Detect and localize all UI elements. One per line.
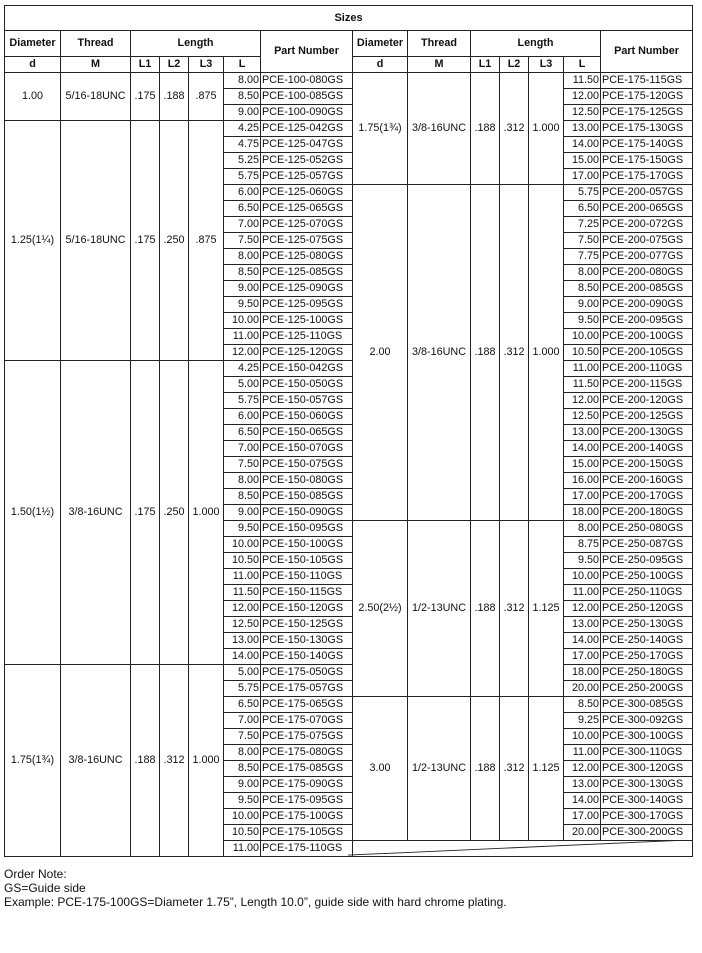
length-cell: 7.50 [224,233,261,249]
l3-cell: 1.125 [529,697,564,841]
length-cell: 7.00 [224,217,261,233]
part-number-cell: PCE-175-085GS [261,761,353,777]
part-number-cell: PCE-125-047GS [261,137,353,153]
length-cell: 5.75 [564,185,601,201]
length-cell: 11.00 [224,841,261,857]
length-cell: 4.25 [224,361,261,377]
l1-cell: .188 [471,697,500,841]
table-row [5,665,693,681]
length-cell: 17.00 [564,649,601,665]
part-number-cell: PCE-200-075GS [601,233,693,249]
part-number-cell: PCE-150-125GS [261,617,353,633]
length-cell: 9.50 [224,793,261,809]
length-cell: 10.00 [224,809,261,825]
part-number-cell: PCE-125-090GS [261,281,353,297]
thread-cell: 5/16-18UNC [61,121,131,361]
sizes-table [4,5,693,857]
length-cell: 14.00 [564,633,601,649]
length-cell: 4.25 [224,121,261,137]
length-cell: 9.00 [224,281,261,297]
empty-cell [353,841,693,857]
length-cell: 8.00 [224,745,261,761]
length-cell: 10.00 [224,313,261,329]
part-number-cell: PCE-175-115GS [601,73,693,89]
diameter-cell: 2.50(2½) [353,521,408,697]
length-cell: 8.75 [564,537,601,553]
length-cell: 8.50 [564,697,601,713]
length-cell: 9.50 [564,313,601,329]
l3-cell: 1.000 [529,185,564,521]
part-number-cell: PCE-175-070GS [261,713,353,729]
part-number-cell: PCE-200-065GS [601,201,693,217]
table-title: Sizes [5,6,693,31]
part-number-cell: PCE-200-080GS [601,265,693,281]
part-number-cell: PCE-150-085GS [261,489,353,505]
part-number-cell: PCE-125-060GS [261,185,353,201]
length-cell: 9.50 [564,553,601,569]
part-number-cell: PCE-125-070GS [261,217,353,233]
length-cell: 17.00 [564,169,601,185]
length-cell: 11.00 [564,745,601,761]
part-number-cell: PCE-250-130GS [601,617,693,633]
part-number-cell: PCE-200-180GS [601,505,693,521]
length-cell: 15.00 [564,153,601,169]
diameter-cell: 1.75(1¾) [353,73,408,185]
l1-cell: .188 [471,73,500,185]
length-cell: 7.00 [224,713,261,729]
part-number-cell: PCE-150-140GS [261,649,353,665]
table-row [5,73,693,89]
part-number-cell: PCE-300-120GS [601,761,693,777]
length-cell: 9.00 [224,777,261,793]
length-cell: 5.75 [224,169,261,185]
length-cell: 8.50 [564,281,601,297]
part-number-cell: PCE-200-095GS [601,313,693,329]
subheader-d: d [5,57,61,73]
part-number-cell: PCE-125-095GS [261,297,353,313]
length-cell: 20.00 [564,825,601,841]
length-cell: 8.50 [224,265,261,281]
l1-cell: .175 [131,121,160,361]
header-thread: Thread [408,31,471,57]
length-cell: 6.50 [224,425,261,441]
length-cell: 17.00 [564,489,601,505]
length-cell: 10.00 [224,537,261,553]
length-cell: 14.00 [564,137,601,153]
l2-cell: .312 [500,185,529,521]
length-cell: 7.50 [564,233,601,249]
length-cell: 9.00 [224,105,261,121]
l1-cell: .175 [131,361,160,665]
subheader-m: M [408,57,471,73]
part-number-cell: PCE-150-120GS [261,601,353,617]
header-length: Length [131,31,261,57]
length-cell: 13.00 [564,425,601,441]
part-number-cell: PCE-250-095GS [601,553,693,569]
part-number-cell: PCE-125-120GS [261,345,353,361]
thread-cell: 5/16-18UNC [61,73,131,121]
length-cell: 11.50 [224,585,261,601]
part-number-cell: PCE-250-200GS [601,681,693,697]
l3-cell: .875 [189,121,224,361]
thread-cell: 3/8-16UNC [61,361,131,665]
l3-cell: .875 [189,73,224,121]
part-number-cell: PCE-150-057GS [261,393,353,409]
length-cell: 12.00 [564,761,601,777]
part-number-cell: PCE-150-080GS [261,473,353,489]
sizes-table-body [5,73,693,857]
length-cell: 6.50 [224,201,261,217]
length-cell: 8.50 [224,89,261,105]
part-number-cell: PCE-200-085GS [601,281,693,297]
part-number-cell: PCE-150-070GS [261,441,353,457]
part-number-cell: PCE-175-125GS [601,105,693,121]
part-number-cell: PCE-200-170GS [601,489,693,505]
length-cell: 11.00 [564,585,601,601]
part-number-cell: PCE-250-080GS [601,521,693,537]
part-number-cell: PCE-300-100GS [601,729,693,745]
length-cell: 18.00 [564,505,601,521]
l2-cell: .312 [160,665,189,857]
length-cell: 7.75 [564,249,601,265]
l2-cell: .250 [160,361,189,665]
part-number-cell: PCE-200-105GS [601,345,693,361]
length-cell: 11.00 [224,329,261,345]
part-number-cell: PCE-175-110GS [261,841,353,857]
length-cell: 8.00 [564,521,601,537]
header-diameter: Diameter [5,31,61,57]
length-cell: 9.00 [564,297,601,313]
part-number-cell: PCE-300-170GS [601,809,693,825]
subheader-l2: L2 [160,57,189,73]
part-number-cell: PCE-200-115GS [601,377,693,393]
sizes-table-container [4,5,692,857]
part-number-cell: PCE-100-090GS [261,105,353,121]
header-diameter: Diameter [353,31,408,57]
length-cell: 12.50 [224,617,261,633]
part-number-cell: PCE-175-075GS [261,729,353,745]
part-number-cell: PCE-150-065GS [261,425,353,441]
l2-cell: .312 [500,697,529,841]
part-number-cell: PCE-175-090GS [261,777,353,793]
part-number-cell: PCE-200-072GS [601,217,693,233]
part-number-cell: PCE-150-100GS [261,537,353,553]
thread-cell: 3/8-16UNC [61,665,131,857]
length-cell: 9.50 [224,521,261,537]
part-number-cell: PCE-250-180GS [601,665,693,681]
part-number-cell: PCE-250-110GS [601,585,693,601]
thread-cell: 3/8-16UNC [408,73,471,185]
length-cell: 16.00 [564,473,601,489]
length-cell: 11.00 [224,569,261,585]
part-number-cell: PCE-300-110GS [601,745,693,761]
length-cell: 8.00 [224,473,261,489]
part-number-cell: PCE-250-140GS [601,633,693,649]
length-cell: 6.50 [224,697,261,713]
part-number-cell: PCE-175-130GS [601,121,693,137]
length-cell: 14.00 [564,441,601,457]
length-cell: 15.00 [564,457,601,473]
length-cell: 8.50 [224,489,261,505]
length-cell: 8.00 [224,249,261,265]
length-cell: 9.00 [224,505,261,521]
subheader-m: M [61,57,131,73]
part-number-cell: PCE-250-170GS [601,649,693,665]
length-cell: 13.00 [224,633,261,649]
length-cell: 12.50 [564,105,601,121]
length-cell: 5.00 [224,665,261,681]
diameter-cell: 2.00 [353,185,408,521]
length-cell: 12.00 [224,601,261,617]
length-cell: 12.50 [564,409,601,425]
length-cell: 10.50 [224,553,261,569]
diameter-cell: 3.00 [353,697,408,841]
part-number-cell: PCE-175-050GS [261,665,353,681]
length-cell: 13.00 [564,617,601,633]
diameter-cell: 1.25(1¼) [5,121,61,361]
length-cell: 6.00 [224,409,261,425]
part-number-cell: PCE-175-105GS [261,825,353,841]
part-number-cell: PCE-175-120GS [601,89,693,105]
l3-cell: 1.000 [529,73,564,185]
part-number-cell: PCE-200-140GS [601,441,693,457]
part-number-cell: PCE-250-087GS [601,537,693,553]
l2-cell: .250 [160,121,189,361]
part-number-cell: PCE-125-065GS [261,201,353,217]
thread-cell: 1/2-13UNC [408,697,471,841]
part-number-cell: PCE-175-140GS [601,137,693,153]
part-number-cell: PCE-125-042GS [261,121,353,137]
l1-cell: .188 [471,521,500,697]
length-cell: 5.75 [224,681,261,697]
part-number-cell: PCE-200-130GS [601,425,693,441]
part-number-cell: PCE-300-200GS [601,825,693,841]
length-cell: 12.00 [564,89,601,105]
part-number-cell: PCE-125-075GS [261,233,353,249]
table-row [5,121,693,137]
part-number-cell: PCE-125-110GS [261,329,353,345]
l1-cell: .188 [131,665,160,857]
part-number-cell: PCE-250-120GS [601,601,693,617]
part-number-cell: PCE-125-100GS [261,313,353,329]
part-number-cell: PCE-150-130GS [261,633,353,649]
length-cell: 10.00 [564,329,601,345]
order-note-gs: GS=Guide side [4,881,86,895]
part-number-cell: PCE-175-100GS [261,809,353,825]
part-number-cell: PCE-150-095GS [261,521,353,537]
header-thread: Thread [61,31,131,57]
thread-cell: 3/8-16UNC [408,185,471,521]
length-cell: 20.00 [564,681,601,697]
length-cell: 11.50 [564,73,601,89]
length-cell: 5.00 [224,377,261,393]
subheader-d: d [353,57,408,73]
length-cell: 7.25 [564,217,601,233]
l2-cell: .188 [160,73,189,121]
length-cell: 6.00 [224,185,261,201]
diameter-cell: 1.75(1¾) [5,665,61,857]
part-number-cell: PCE-300-130GS [601,777,693,793]
part-number-cell: PCE-200-077GS [601,249,693,265]
part-number-cell: PCE-175-170GS [601,169,693,185]
length-cell: 4.75 [224,137,261,153]
part-number-cell: PCE-125-085GS [261,265,353,281]
length-cell: 6.50 [564,201,601,217]
order-notes [4,867,507,909]
length-cell: 7.50 [224,457,261,473]
part-number-cell: PCE-125-057GS [261,169,353,185]
length-cell: 7.00 [224,441,261,457]
subheader-l2: L2 [500,57,529,73]
length-cell: 10.50 [564,345,601,361]
part-number-cell: PCE-200-090GS [601,297,693,313]
order-note-heading: Order Note: [4,867,67,881]
part-number-cell: PCE-175-150GS [601,153,693,169]
length-cell: 10.00 [564,569,601,585]
part-number-cell: PCE-150-060GS [261,409,353,425]
l2-cell: .312 [500,521,529,697]
length-cell: 8.00 [564,265,601,281]
part-number-cell: PCE-200-125GS [601,409,693,425]
part-number-cell: PCE-200-150GS [601,457,693,473]
length-cell: 9.25 [564,713,601,729]
length-cell: 9.50 [224,297,261,313]
subheader-l3: L3 [529,57,564,73]
part-number-cell: PCE-150-105GS [261,553,353,569]
l1-cell: .175 [131,73,160,121]
length-cell: 5.25 [224,153,261,169]
part-number-cell: PCE-150-115GS [261,585,353,601]
length-cell: 7.50 [224,729,261,745]
part-number-cell: PCE-200-110GS [601,361,693,377]
length-cell: 11.00 [564,361,601,377]
part-number-cell: PCE-175-065GS [261,697,353,713]
length-cell: 8.50 [224,761,261,777]
part-number-cell: PCE-100-080GS [261,73,353,89]
part-number-cell: PCE-200-120GS [601,393,693,409]
length-cell: 18.00 [564,665,601,681]
header-part-number: Part Number [601,31,693,73]
part-number-cell: PCE-175-080GS [261,745,353,761]
part-number-cell: PCE-200-160GS [601,473,693,489]
part-number-cell: PCE-150-050GS [261,377,353,393]
part-number-cell: PCE-100-085GS [261,89,353,105]
subheader-l1: L1 [131,57,160,73]
subheader-l: L [564,57,601,73]
length-cell: 13.00 [564,777,601,793]
length-cell: 5.75 [224,393,261,409]
part-number-cell: PCE-175-095GS [261,793,353,809]
part-number-cell: PCE-175-057GS [261,681,353,697]
l2-cell: .312 [500,73,529,185]
part-number-cell: PCE-300-085GS [601,697,693,713]
l1-cell: .188 [471,185,500,521]
part-number-cell: PCE-200-057GS [601,185,693,201]
length-cell: 8.00 [224,73,261,89]
length-cell: 14.00 [564,793,601,809]
part-number-cell: PCE-150-075GS [261,457,353,473]
part-number-cell: PCE-200-100GS [601,329,693,345]
part-number-cell: PCE-150-090GS [261,505,353,521]
thread-cell: 1/2-13UNC [408,521,471,697]
part-number-cell: PCE-150-110GS [261,569,353,585]
subheader-l: L [224,57,261,73]
length-cell: 12.00 [224,345,261,361]
l3-cell: 1.000 [189,665,224,857]
length-cell: 12.00 [564,601,601,617]
part-number-cell: PCE-125-080GS [261,249,353,265]
part-number-cell: PCE-150-042GS [261,361,353,377]
length-cell: 10.50 [224,825,261,841]
length-cell: 14.00 [224,649,261,665]
length-cell: 12.00 [564,393,601,409]
subheader-l3: L3 [189,57,224,73]
part-number-cell: PCE-125-052GS [261,153,353,169]
length-cell: 17.00 [564,809,601,825]
length-cell: 11.50 [564,377,601,393]
part-number-cell: PCE-300-140GS [601,793,693,809]
part-number-cell: PCE-250-100GS [601,569,693,585]
l3-cell: 1.125 [529,521,564,697]
header-part-number: Part Number [261,31,353,73]
order-note-example: Example: PCE-175-100GS=Diameter 1.75”, Length 10.0”, guide side with hard chrome plating. [4,895,507,909]
header-length: Length [471,31,601,57]
diameter-cell: 1.50(1½) [5,361,61,665]
length-cell: 13.00 [564,121,601,137]
length-cell: 10.00 [564,729,601,745]
subheader-l1: L1 [471,57,500,73]
diameter-cell: 1.00 [5,73,61,121]
l3-cell: 1.000 [189,361,224,665]
part-number-cell: PCE-300-092GS [601,713,693,729]
table-row [5,361,693,377]
